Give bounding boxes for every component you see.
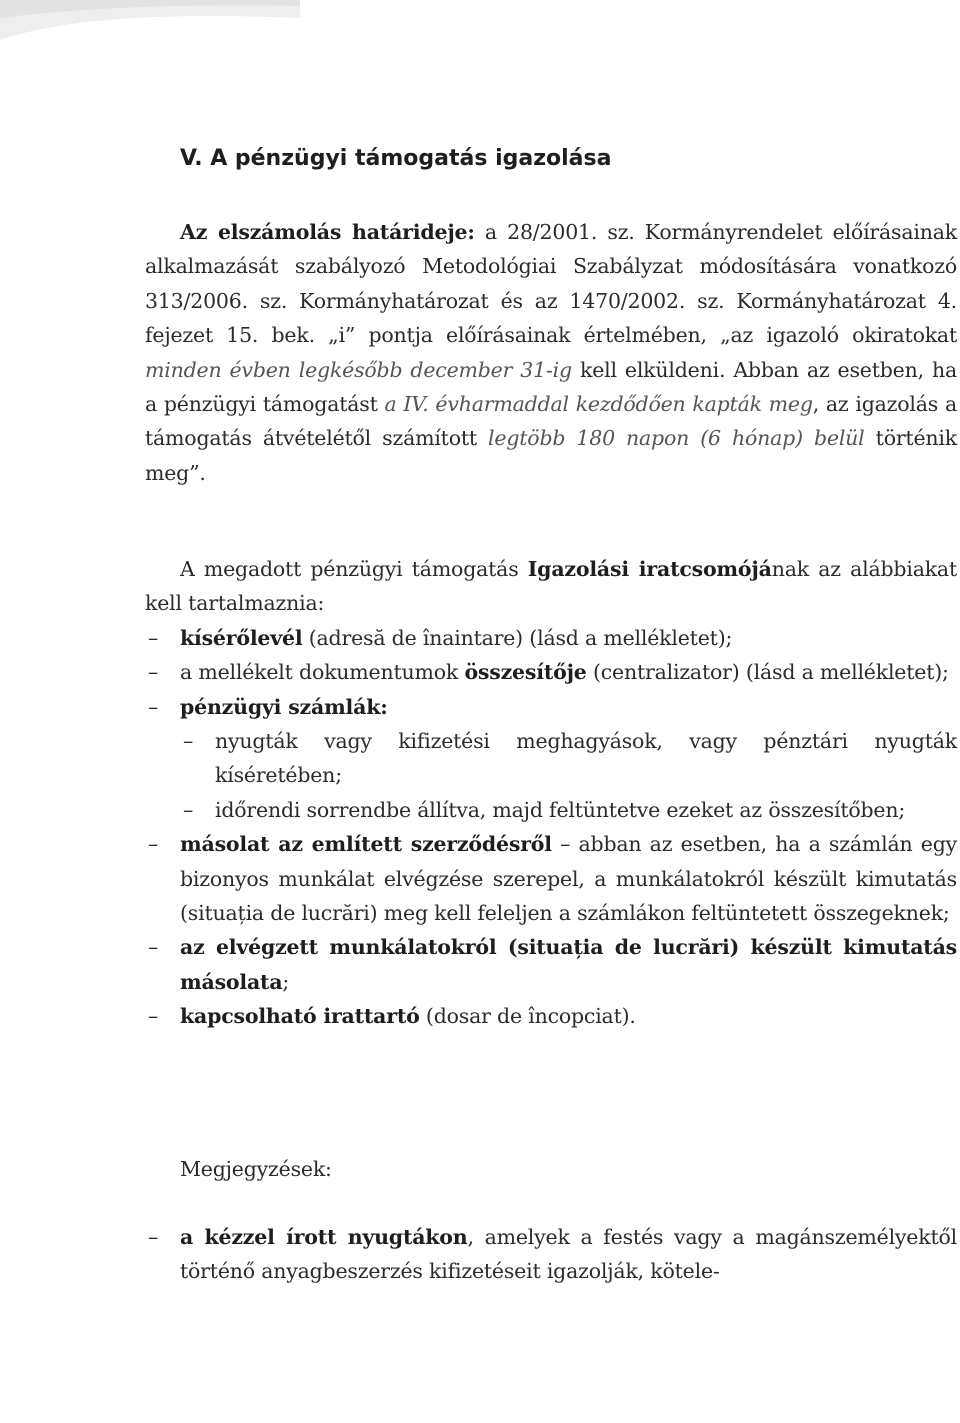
section-heading: V. A pénzügyi támogatás igazolása [180,146,612,171]
deadline-emphasis-2: a IV. évharmaddal kezdődően kapták meg [384,392,813,417]
deadline-text-2: kell elküldeni. Abban az esetben, ha a pénzügyi támogatást [145,357,957,417]
deadline-text-3: , az igazolás a támogatás átvételétől számított [145,392,957,451]
list-item-bold: másolat az említett szerződésről [180,832,552,857]
sub-list-item [145,724,957,793]
deadline-emphasis-3: legtöbb 180 napon (6 hónap) belül [488,426,865,451]
list-item-bold: kísérőlevél [180,625,303,650]
note-text: , amelyek a festés vagy a magánszemélyektől történő anyagbeszerzés kifizetéseit igazolják, kötele- [180,1225,957,1284]
deadline-emphasis-1: minden évben legkésőbb december 31-ig [145,357,572,382]
list-item [145,655,957,689]
list-item-text: – abban az esetben, ha a számlán egy bizonyos munkálat elvégzése szerepel, a munkálatokról készült kimutatás (situația de lucrări) meg kell feleljen a számlákon feltüntetett összegeknek; [180,832,957,926]
note-bold: a kézzel írott nyugtákon [180,1225,468,1249]
sub-list-item-text: időrendi sorrendbe állítva, majd feltüntetve ezeket az összesítőben; [215,797,906,822]
list-item [145,1220,957,1289]
list-item [145,999,957,1033]
list-item [145,690,957,724]
deadline-paragraph [145,215,957,490]
list-item-text: (adresă de înaintare) (lásd a mellékletet); [302,625,733,650]
intro-text-2: nak az alábbiakat kell tartalmaznia: [145,557,957,616]
required-documents-section [145,552,957,1034]
required-documents-intro [145,552,957,621]
sub-list-item [145,793,957,827]
list-item [145,930,957,999]
intro-bold: Igazolási iratcsomójá [527,557,772,581]
list-item-bold: összesítője [464,660,587,685]
required-documents-list [145,621,957,1034]
notes-heading: Megjegyzések: [180,1157,332,1181]
sub-list-item-text: nyugták vagy kifizetési meghagyások, vagy pénztári nyugták kíséretében; [215,729,957,788]
list-item-bold: kapcsolható irattartó [180,1004,420,1029]
list-item-text: (centralizator) (lásd a mellékletet); [586,660,949,685]
list-item-text: ; [282,969,290,994]
notes-list [145,1220,957,1289]
deadline-text-4: történik meg”. [145,426,957,485]
deadline-text-1: a 28/2001. sz. Kormányrendelet előírásainak alkalmazását szabályozó Metodológiai Szabályzat módosítására vonatkozó 313/2006. sz. Kormányhatározat és az 1470/2002. sz. Kormányhatározat 4. fejezet 15. bek. „i” pontja előírásainak értelmében, „az igazoló okiratokat [145,220,957,348]
list-item-bold: az elvégzett munkálatokról (situația de lucrări) készült kimutatás másolata [180,935,957,994]
list-item-text: (dosar de încopciat). [419,1004,636,1029]
page-corner-decoration [0,0,300,130]
list-item [145,827,957,930]
list-item [145,621,957,655]
list-item-text: a mellékelt dokumentumok [180,660,465,685]
notes-section [145,1220,957,1289]
deadline-label: Az elszámolás határideje: [180,220,475,244]
list-item-bold: pénzügyi számlák: [180,694,388,719]
intro-text-1: A megadott pénzügyi támogatás [180,557,528,581]
